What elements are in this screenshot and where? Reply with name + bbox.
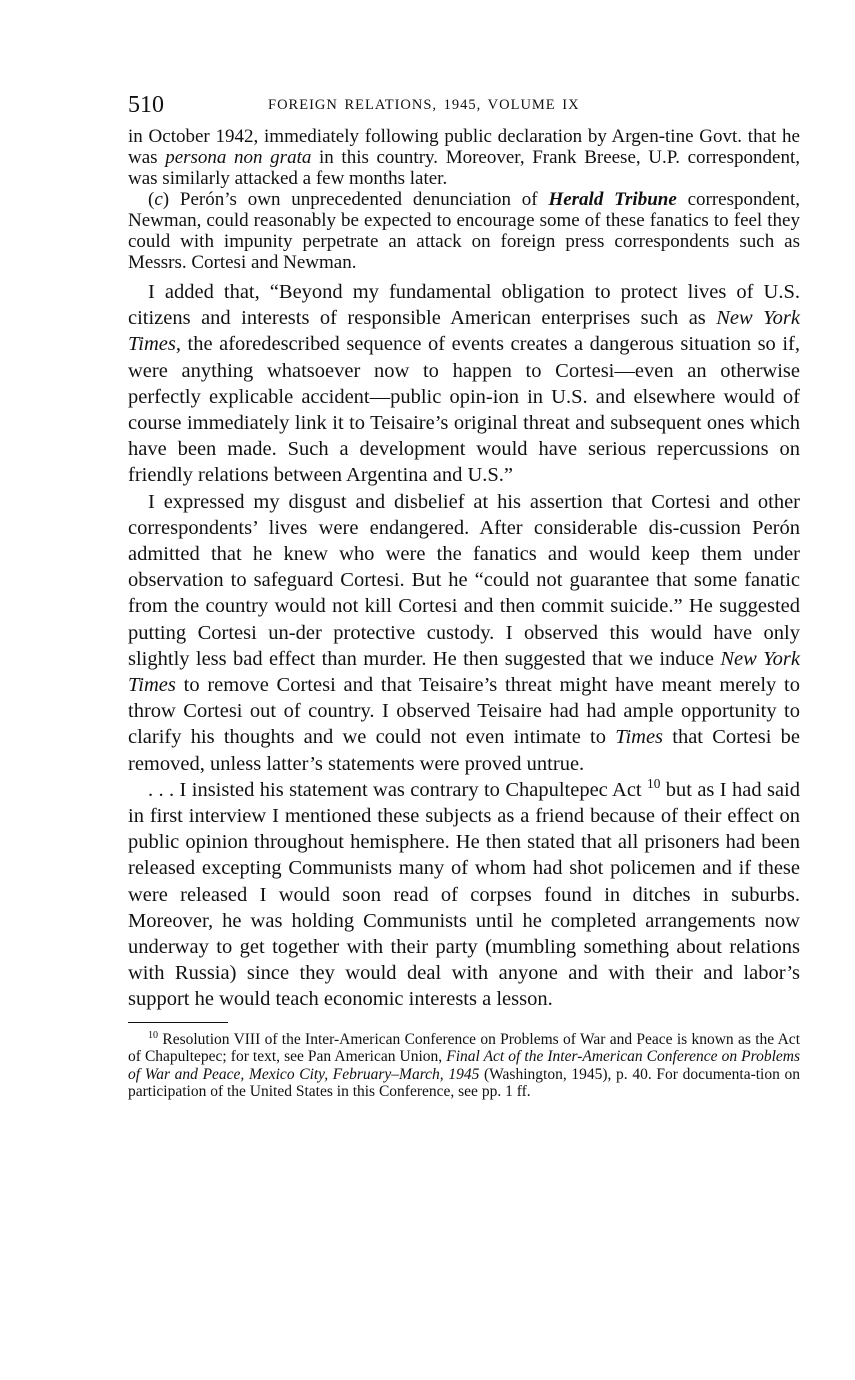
page-number: 510 xyxy=(128,92,164,118)
document-page xyxy=(128,92,800,1101)
paragraph-item-c: (c) Perón’s own unprecedented denunciation of Herald Tribune correspondent, Newman, could reasonably be expected to encourage some of these fanatics to feel they could with impunity perpetrate an attack on foreign press correspondents such as Messrs. Cortesi and Newman. xyxy=(128,189,800,273)
newspaper-name: New York Times xyxy=(128,307,800,356)
page-header xyxy=(128,92,800,126)
paragraph-added: I added that, “Beyond my fundamental obligation to protect lives of U.S. citizens and interests of responsible American enterprises such as New York Times, the aforedescribed sequence of events creates a dangerous situation so if, were anything whatsoever now to happen to Cortesi—even an otherwise perfectly explicable accident—public opin-ion in U.S. and elsewhere would of course immediately link it to Teisaire’s original threat and subsequent ones which have been made. Such a development would have serious repercussions on friendly relations between Argentina and U.S.” xyxy=(128,281,800,487)
newspaper-name: New York Times xyxy=(128,647,800,697)
footnote: $^{10}$ Resolution VIII of the Inter-American Conference on Problems of War and Peace is known as the Act of Chapultepec; for text, see Pan American Union, Final Act of the Inter-American Conference on Problems of War and Peace, Mexico City, February–March, 1945 (Washington, 1945), p. 40. For documenta-tion on participation of the United States in this Conference, see pp. 1 ff. xyxy=(128,1029,801,1101)
italic-text: c xyxy=(154,189,163,210)
newspaper-name: Times xyxy=(615,726,664,749)
footnote-divider xyxy=(128,1022,228,1023)
running-head: FOREIGN RELATIONS, 1945, VOLUME IX xyxy=(268,97,580,113)
paragraph-disgust: I expressed my disgust and disbelief at his assertion that Cortesi and other correspondents’ lives were endangered. After considerable dis-cussion Perón admitted that he knew who were the fanatics and would keep them under observation to safeguard Cortesi. But he “could not guarantee that some fanatic from the country would not kill Cortesi and then commit suicide.” He suggested putting Cortesi un-der protective custody. I observed this would have only slightly less bad effect than murder. He then suggested that we induce New York Times to remove Cortesi and that Teisaire’s threat might have meant merely to throw Cortesi out of country. I observed Teisaire had had ample opportunity to clarify his thoughts and we could not even intimate to Times that Cortesi be removed, unless latter’s statements were proved untrue. xyxy=(128,490,800,775)
italic-text: persona non grata xyxy=(165,147,312,168)
newspaper-name: Herald Tribune xyxy=(548,189,677,210)
paragraph-continuation: in October 1942, immediately following public declaration by Argen-tine Govt. that he was persona non grata in this country. Moreover, Frank Breese, U.P. correspondent, was similarly attacked a few months later. xyxy=(128,126,800,189)
footnote-marker: 10 xyxy=(148,1029,159,1041)
footnote-reference: 10 xyxy=(647,776,661,792)
publication-title: Final Act of the Inter-American Conference on Problems of War and Peace, Mexico City, February–March, 1945 xyxy=(128,1048,801,1083)
paragraph-chapultepec: . . . I insisted his statement was contrary to Chapultepec Act $^{10}$ but as I had said in first interview I mentioned these subjects as a friend because of their effect on public opinion throughout hemisphere. He then stated that all prisoners had been released excepting Communists many of whom had shot policemen and if these were released I would soon read of corpses found in ditches in suburbs. Moreover, he was holding Communists until he completed arrangements now underway to get together with their party (mumbling something about relations with Russia) since they would deal with anyone and with their and labor’s support he would teach economic interests a lesson. xyxy=(128,776,800,1011)
